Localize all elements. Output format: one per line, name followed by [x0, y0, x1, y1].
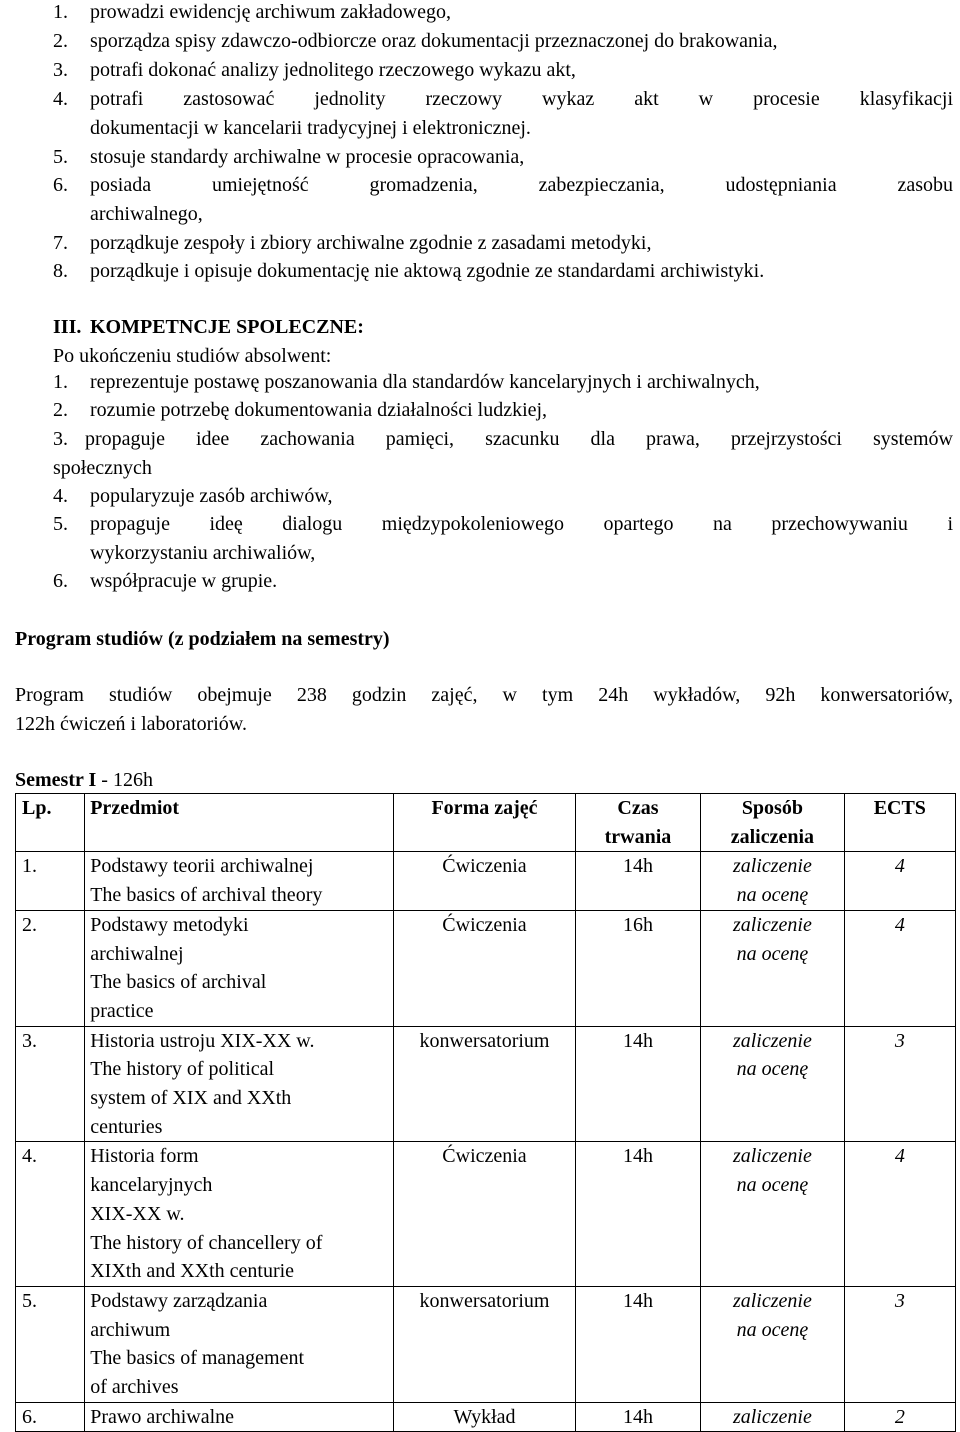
list-item: 3. propaguje idee zachowania pamięci, szacunku dla prawa, przejrzystości systemów społecznych: [53, 428, 953, 479]
cell-form: Ćwiczenia: [394, 852, 576, 910]
cell-form: Ćwiczenia: [394, 910, 576, 1026]
cell-lp: 1.: [16, 852, 85, 910]
cell-subject: Historia ustroju XIX-XX w. The history of political system of XIX and XXth centuries: [85, 1026, 394, 1142]
cell-lp: 2.: [16, 910, 85, 1026]
list-item: 6. posiada umiejętność gromadzenia, zabezpieczania, udostępniania zasobu archiwalnego,: [53, 174, 953, 225]
cell-time: 16h: [575, 910, 700, 1026]
section-heading: KOMPETNCJE SPOLECZNE:: [90, 316, 364, 338]
header-lp: Lp.: [16, 794, 85, 852]
table-row: [16, 1402, 956, 1432]
cell-mode: zaliczenie na ocenę: [701, 910, 844, 1026]
header-subject: Przedmiot: [85, 794, 394, 852]
cell-lp: 6.: [16, 1402, 85, 1432]
cell-mode: zaliczenie: [701, 1402, 844, 1432]
list-item: 5. propaguje ideę dialogu międzypokoleniowego opartego na przechowywaniu i wykorzystaniu archiwaliów,: [53, 513, 953, 564]
cell-form: konwersatorium: [394, 1286, 576, 1402]
cell-lp: 4.: [16, 1142, 85, 1287]
cell-ects: 4: [844, 852, 955, 910]
header-time: Czas trwania: [575, 794, 700, 852]
cell-ects: 4: [844, 1142, 955, 1287]
semester-label: Semestr I - 126h: [15, 769, 153, 791]
list-item: 4. potrafi zastosować jednolity rzeczowy wykaz akt w procesie klasyfikacji dokumentacji w kancelarii tradycyjnej i elektronicznej.: [53, 88, 953, 139]
cell-subject: Prawo archiwalne: [85, 1402, 394, 1432]
semester-table: [15, 793, 956, 1432]
cell-form: konwersatorium: [394, 1026, 576, 1142]
cell-time: 14h: [575, 1286, 700, 1402]
cell-ects: 2: [844, 1402, 955, 1432]
table-row: [16, 852, 956, 910]
cell-subject: Podstawy zarządzania archiwum The basics of management of archives: [85, 1286, 394, 1402]
cell-ects: 3: [844, 1286, 955, 1402]
cell-lp: 3.: [16, 1026, 85, 1142]
cell-mode: zaliczenie na ocenę: [701, 1286, 844, 1402]
section-intro: Po ukończeniu studiów absolwent:: [53, 345, 332, 367]
section-number: III.: [53, 316, 82, 338]
cell-mode: zaliczenie na ocenę: [701, 1142, 844, 1287]
cell-mode: zaliczenie na ocenę: [701, 1026, 844, 1142]
cell-time: 14h: [575, 1142, 700, 1287]
table-row: [16, 1286, 956, 1402]
document-page: 1. prowadzi ewidencję archiwum zakładowego, 2. sporządza spisy zdawczo-odbiorcze oraz dokumentacji przeznaczonej do brakowania, 3. potrafi dokonać analizy jednolitego rzeczowego wykazu akt, 4. potrafi zastosować jednolity rzeczowy wykaz akt w procesie klasyfikacji dokumentacji w kancelarii tradycyjnej i elektronicznej. 5. stosuje standardy archiwalne w procesie opracowania, 6. posiada umiejętność gromadzenia, zabezpieczania, udostępniania zasobu archiwalnego, 7. porządkuje zespoły i zbiory archiwalne zgodnie z zasadami metodyki, 8. porządkuje i opisuje dokumentację nie aktową zgodnie ze standardami archiwistyki. III. KOMPETNCJE SPOLECZNE: Po ukończeniu studiów absolwent: 1. reprezentuje postawę poszanowania dla standardów kancelaryjnych i archiwalnych, 2. rozumie potrzebę dokumentowania działalności ludzkiej, 3. propaguje idee zachowania pamięci, szacunku dla prawa, przejrzystości systemów społecznych 4. popularyzuje zasób archiwów, 5. propaguje ideę dialogu międzypokoleniowego opartego na przechowywaniu i wykorzystaniu archiwaliów, 6. współpracuje w grupie. Program studiów (z podziałem na semestry) Program studiów obejmuje 238 godzin zajęć, w tym 24h wykładów, 92h konwersatoriów, 122h ćwiczeń i laboratoriów. Semestr I - 126h Lp. Przedmiot Forma zajęć Czas trwania Sposób zaliczenia ECTS 1. Podstawy teorii archiwalnej The basics of archival theory Ćwiczenia 14h zaliczenie na ocenę 4 2. Podstawy metodyki archiwalnej The basics of archival practice Ćwiczenia 16h zaliczenie na ocenę 4 3. Historia ustroju XIX-XX w. The history of political system of XIX and XXth centuries konwersatorium 14h zaliczenie na ocenę 3 4. Historia form kancelaryjnych XIX-XX w. The history of chancellery of XIXth and XXth centurie Ćwiczenia 14h zaliczenie na ocenę 4 5. Podstawy zarządzania archiwum The basics of management of archives konwersatorium 14h zaliczenie na ocenę 3 6. Prawo archiwalne Wykład 14h zaliczenie 2: [0, 0, 960, 1432]
cell-lp: 5.: [16, 1286, 85, 1402]
cell-subject: Historia form kancelaryjnych XIX-XX w. The history of chancellery of XIXth and XXth centurie: [85, 1142, 394, 1287]
table-row: [16, 1142, 956, 1287]
cell-ects: 3: [844, 1026, 955, 1142]
program-paragraph-line2: 122h ćwiczeń i laboratoriów.: [15, 713, 247, 735]
table-row: [16, 910, 956, 1026]
cell-form: Wykład: [394, 1402, 576, 1432]
program-heading: Program studiów (z podziałem na semestry): [15, 628, 390, 650]
cell-ects: 4: [844, 910, 955, 1026]
cell-time: 14h: [575, 1402, 700, 1432]
table-header-row: [16, 794, 956, 852]
cell-time: 14h: [575, 1026, 700, 1142]
program-paragraph-line1: Program studiów obejmuje 238 godzin zajęć, w tym 24h wykładów, 92h konwersatoriów,: [15, 684, 953, 706]
header-mode: Sposób zaliczenia: [701, 794, 844, 852]
cell-subject: Podstawy teorii archiwalnej The basics of archival theory: [85, 852, 394, 910]
cell-subject: Podstawy metodyki archiwalnej The basics of archival practice: [85, 910, 394, 1026]
cell-time: 14h: [575, 852, 700, 910]
cell-form: Ćwiczenia: [394, 1142, 576, 1287]
cell-mode: zaliczenie na ocenę: [701, 852, 844, 910]
header-ects: ECTS: [844, 794, 955, 852]
table-row: [16, 1026, 956, 1142]
header-form: Forma zajęć: [394, 794, 576, 852]
